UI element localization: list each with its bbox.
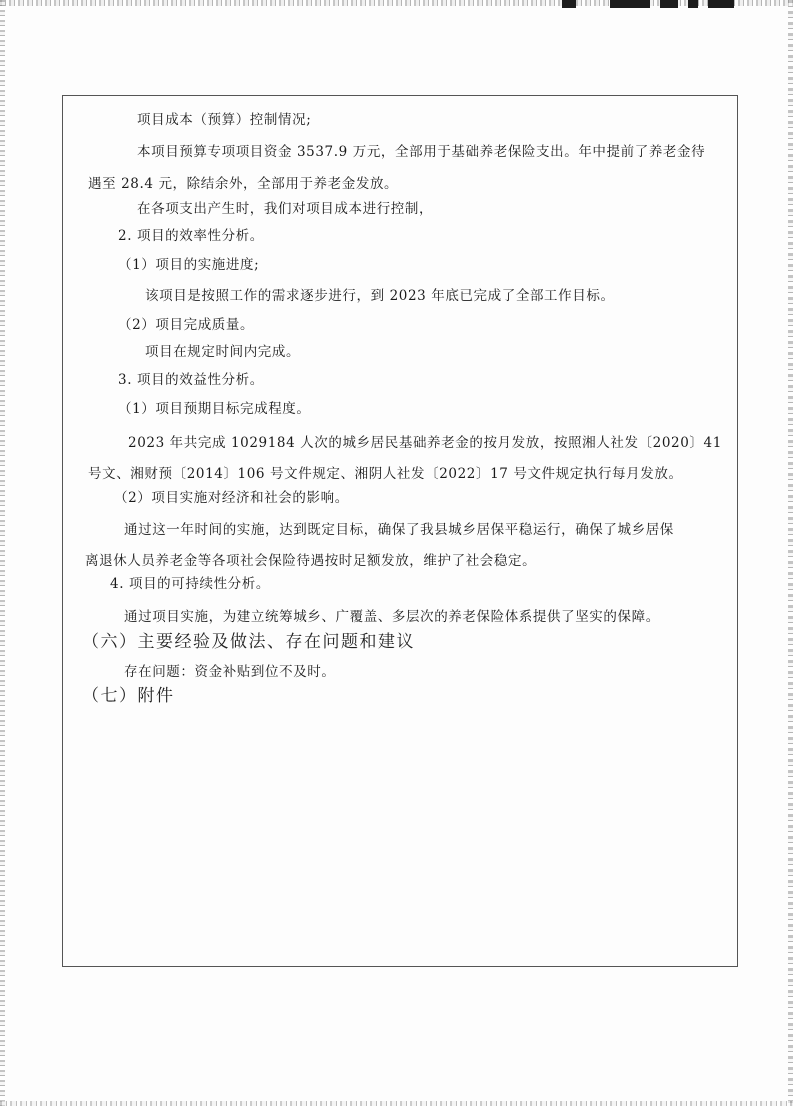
scan-edge-bottom — [0, 1101, 793, 1106]
paragraph-line: 号文、湘财预〔2014〕106 号文件规定、湘阴人社发〔2022〕17 号文件规定执行每月发放。 — [88, 466, 683, 482]
scan-mark — [708, 0, 734, 8]
section-6-title: （六）主要经验及做法、存在问题和建议 — [82, 632, 415, 652]
scan-edge-right — [788, 0, 793, 1106]
paragraph-line: 2. 项目的效率性分析。 — [118, 228, 264, 244]
scan-edge-left — [0, 0, 5, 1106]
paragraph-line: （2）项目实施对经济和社会的影响。 — [114, 490, 349, 506]
section-7-title: （七）附件 — [82, 686, 175, 706]
paragraph-line: 项目成本（预算）控制情况; — [137, 112, 312, 128]
scan-mark — [610, 0, 650, 8]
scan-mark — [660, 0, 678, 8]
paragraph-line: 该项目是按照工作的需求逐步进行，到 2023 年底已完成了全部工作目标。 — [145, 288, 615, 304]
paragraph-line: 本项目预算专项项目资金 3537.9 万元，全部用于基础养老保险支出。年中提前了养老金待 — [137, 144, 706, 160]
paragraph-line: 项目在规定时间内完成。 — [145, 344, 301, 360]
scan-mark — [562, 0, 576, 8]
paragraph-line: 通过项目实施，为建立统筹城乡、广覆盖、多层次的养老保险体系提供了坚实的保障。 — [124, 609, 660, 625]
section-6-body: 存在问题：资金补贴到位不及时。 — [124, 664, 336, 680]
paragraph-line: （1）项目的实施进度; — [118, 257, 260, 273]
scan-mark — [688, 0, 698, 8]
paragraph-line: 4. 项目的可持续性分析。 — [110, 576, 270, 592]
paragraph-line: 通过这一年时间的实施，达到既定目标，确保了我县城乡居保平稳运行，确保了城乡居保 — [124, 522, 674, 538]
paragraph-line: 离退休人员养老金等各项社会保险待遇按时足额发放，维护了社会稳定。 — [85, 553, 537, 569]
paragraph-line: 3. 项目的效益性分析。 — [118, 372, 264, 388]
paragraph-line: 遇至 28.4 元，除结余外，全部用于养老金发放。 — [88, 176, 399, 192]
paragraph-line: 2023 年共完成 1029184 人次的城乡居民基础养老金的按月发放，按照湘人社发〔2020〕41 — [128, 435, 722, 451]
paragraph-line: （1）项目预期目标完成程度。 — [118, 401, 311, 417]
paragraph-line: 在各项支出产生时，我们对项目成本进行控制， — [137, 201, 434, 217]
paragraph-line: （2）项目完成质量。 — [118, 317, 255, 333]
